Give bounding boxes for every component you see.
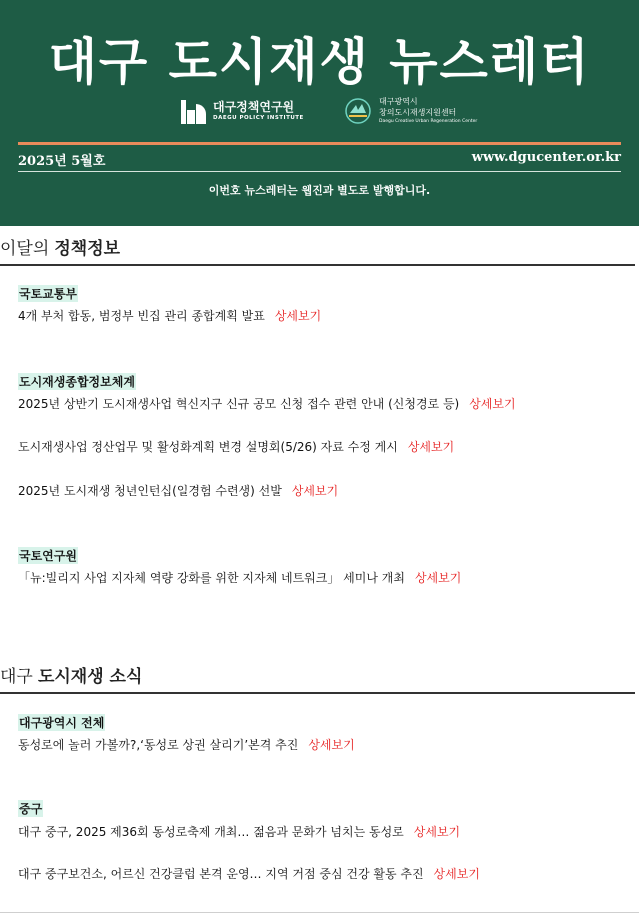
- category-label: 대구광역시 전체: [19, 716, 105, 730]
- news-item: [18, 823, 460, 840]
- news-item-text: 2025년 상반기 도시재생사업 혁신지구 신규 공모 신청 접수 관련 안내 (신청경로 등): [18, 397, 460, 411]
- accent-divider: [18, 142, 621, 145]
- news-item: [18, 482, 338, 499]
- logo2-line2: 창의도시재생지원센터: [379, 108, 457, 117]
- logo1-name: 대구정책연구원: [213, 100, 295, 114]
- news-item: [18, 395, 516, 412]
- detail-link[interactable]: 상세보기: [414, 571, 462, 585]
- category-label: 중구: [19, 802, 43, 816]
- news-item-text: 대구 중구보건소, 어르신 건강클럽 본격 운영… 지역 거점 중심 건강 활동 추진: [18, 867, 424, 881]
- news-item: [18, 865, 480, 882]
- detail-link[interactable]: 상세보기: [413, 825, 461, 839]
- news-item-text: 2025년 도시재생 청년인턴십(일경험 수련생) 선발: [18, 484, 282, 498]
- detail-link[interactable]: 상세보기: [308, 738, 355, 752]
- section-header-local-news: [0, 662, 635, 694]
- news-item: [18, 569, 461, 586]
- news-item-text: 4개 부처 합동, 범정부 빈집 관리 종합계획 발표: [18, 309, 265, 323]
- section-title-light: 대구: [0, 667, 33, 687]
- issue-date: 2025년 5월호: [18, 154, 106, 169]
- detail-link[interactable]: 상세보기: [274, 309, 322, 323]
- page-bottom-divider: [0, 912, 639, 913]
- category-label: 국토연구원: [19, 549, 77, 563]
- section-title-light: 이달의: [0, 239, 50, 259]
- logo2-line1: 대구광역시: [379, 97, 418, 106]
- section-header-policy: [0, 234, 635, 266]
- news-item-text: 동성로에 놀러 가볼까?,‘동성로 상권 살리기’본격 추진: [18, 738, 299, 752]
- section-title-bold: 정책정보: [54, 239, 121, 259]
- detail-link[interactable]: 상세보기: [433, 867, 480, 881]
- news-item: [18, 307, 321, 324]
- detail-link[interactable]: 상세보기: [469, 397, 516, 411]
- category-label: 도시재생종합정보체계: [19, 375, 135, 389]
- news-item-text: 도시재생사업 정산업무 및 활성화계획 변경 설명회(5/26) 자료 수정 게시: [18, 440, 398, 454]
- website-link[interactable]: www.dgucenter.or.kr: [471, 150, 621, 165]
- news-item: [18, 736, 355, 753]
- news-item-text: 「뉴:빌리지 사업 지자체 역량 강화를 위한 지자체 네트워크」 세미나 개최: [18, 571, 405, 585]
- detail-link[interactable]: 상세보기: [407, 440, 455, 454]
- logo2-line3: Daegu Creative Urban Regeneration Center: [379, 119, 478, 124]
- publication-notice: 이번호 뉴스레터는 웹진과 별도로 발행합니다.: [208, 184, 431, 197]
- center-emblem-icon: [345, 98, 371, 124]
- category-label: 국토교통부: [19, 287, 77, 301]
- logo-row: [0, 96, 639, 128]
- news-item-text: 대구 중구, 2025 제36회 동성로축제 개최… 젊음과 문화가 넘치는 동성로: [18, 825, 404, 839]
- dpi-mark-icon: [181, 100, 207, 124]
- news-item: [18, 438, 454, 455]
- section-title-bold: 도시재생 소식: [37, 667, 143, 687]
- newsletter-header: [0, 0, 639, 226]
- detail-link[interactable]: 상세보기: [291, 484, 339, 498]
- header-divider: [18, 171, 621, 172]
- newsletter-title: 대구 도시재생 뉴스레터: [48, 33, 591, 91]
- logo1-sub: DAEGU POLICY INSTITUTE: [213, 115, 304, 121]
